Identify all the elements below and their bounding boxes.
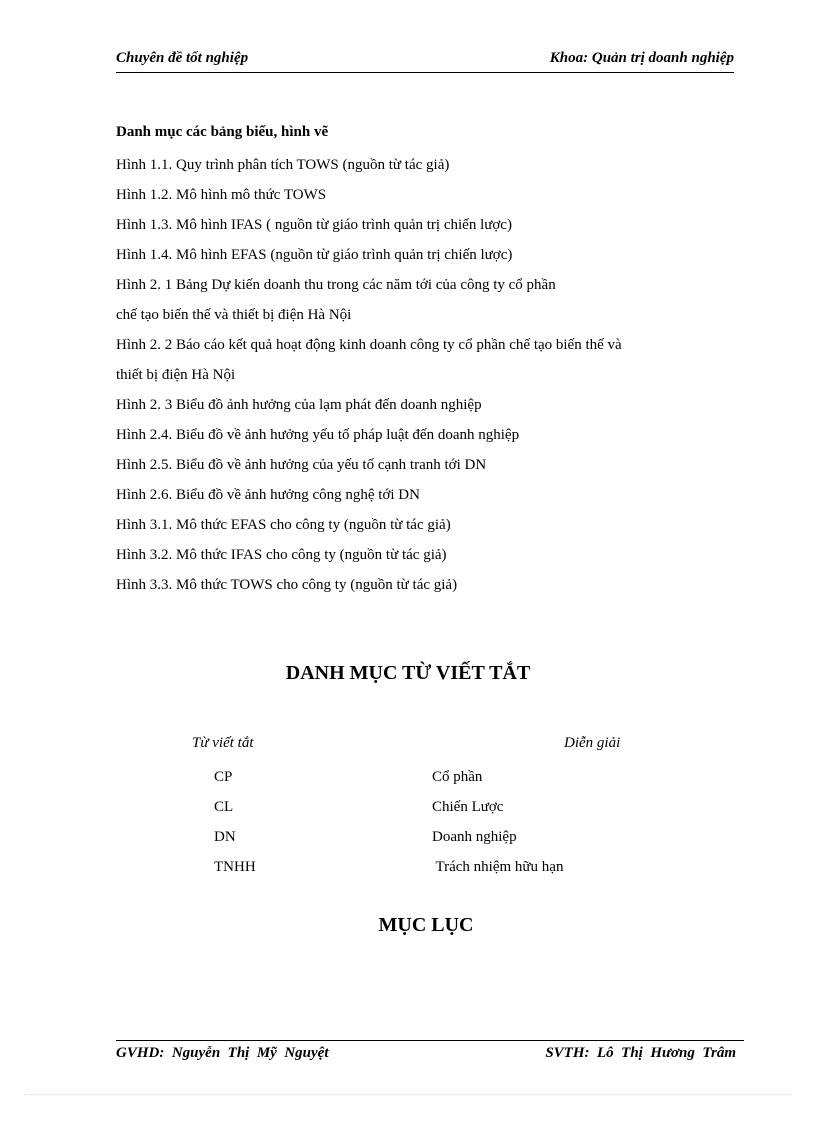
abbreviation-code: TNHH [214,859,256,875]
abbreviation-code: CP [214,769,233,785]
figure-item: Hình 2. 1 Bảng Dự kiến doanh thu trong các năm tới của công ty cổ phần [116,277,556,293]
figure-item: Hình 2. 2 Báo cáo kết quả hoạt động kinh doanh công ty cổ phần chế tạo biến thế và [116,337,622,353]
figure-item: Hình 1.3. Mô hình IFAS ( nguồn từ giáo trình quản trị chiến lược) [116,217,512,233]
abbreviation-row [0,792,816,822]
figure-item: Hình 1.2. Mô hình mô thức TOWS [116,187,327,203]
figure-item: chế tạo biến thế và thiết bị điện Hà Nội [116,307,352,323]
figure-item: thiết bị điện Hà Nội [116,367,236,383]
figure-item: Hình 3.1. Mô thức EFAS cho công ty (nguồn từ tác giả) [116,517,451,533]
abbreviation-description: Cổ phần [432,769,483,785]
page-footer [116,1040,744,1065]
figure-item: Hình 2.5. Biểu đồ về ảnh hưởng của yếu tố cạnh tranh tới DN [116,457,487,473]
page-edge-divider [24,1094,792,1095]
abbreviation-code: DN [214,829,236,845]
figure-item: Hình 3.3. Mô thức TOWS cho công ty (nguồn từ tác giả) [116,577,458,593]
page-header [116,46,734,73]
description-column-header: Diễn giải [564,735,621,751]
abbreviation-row [0,852,816,882]
figure-item: Hình 2. 3 Biểu đồ ảnh hưởng của lạm phát đến doanh nghiệp [116,397,482,413]
header-course: Chuyên đề tốt nghiệp [116,50,249,66]
abbreviation-row [0,822,816,852]
abbreviation-description: Doanh nghiệp [432,829,517,845]
header-faculty: Khoa: Quản trị doanh nghiệp [549,50,734,66]
figure-item: Hình 3.2. Mô thức IFAS cho công ty (nguồn từ tác giả) [116,547,447,563]
abbreviations-title: DANH MỤC TỪ VIẾT TẮT [285,662,531,684]
abbreviation-row [0,762,816,792]
figure-item: Hình 1.4. Mô hình EFAS (nguồn từ giáo trình quản trị chiến lược) [116,247,513,263]
figures-list [116,150,742,600]
abbreviation-column-header: Từ viết tắt [192,735,254,751]
footer-student: SVTH: Lô Thị Hương Trâm [545,1045,736,1061]
table-of-contents-title: MỤC LỤC [378,914,474,936]
abbreviation-description: Chiến Lược [432,799,504,815]
abbreviations-table [0,762,816,882]
figure-item: Hình 1.1. Quy trình phân tích TOWS (nguồn từ tác giả) [116,157,450,173]
abbreviation-description: Trách nhiệm hữu hạn [432,859,564,875]
abbreviation-code: CL [214,799,234,815]
footer-supervisor: GVHD: Nguyễn Thị Mỹ Nguyệt [116,1045,329,1061]
figure-item: Hình 2.4. Biểu đồ về ảnh hưởng yếu tố pháp luật đến doanh nghiệp [116,427,520,443]
figure-item: Hình 2.6. Biểu đồ về ảnh hưởng công nghệ tới DN [116,487,420,503]
figures-list-title: Danh mục các bảng biểu, hình vẽ [116,124,329,140]
